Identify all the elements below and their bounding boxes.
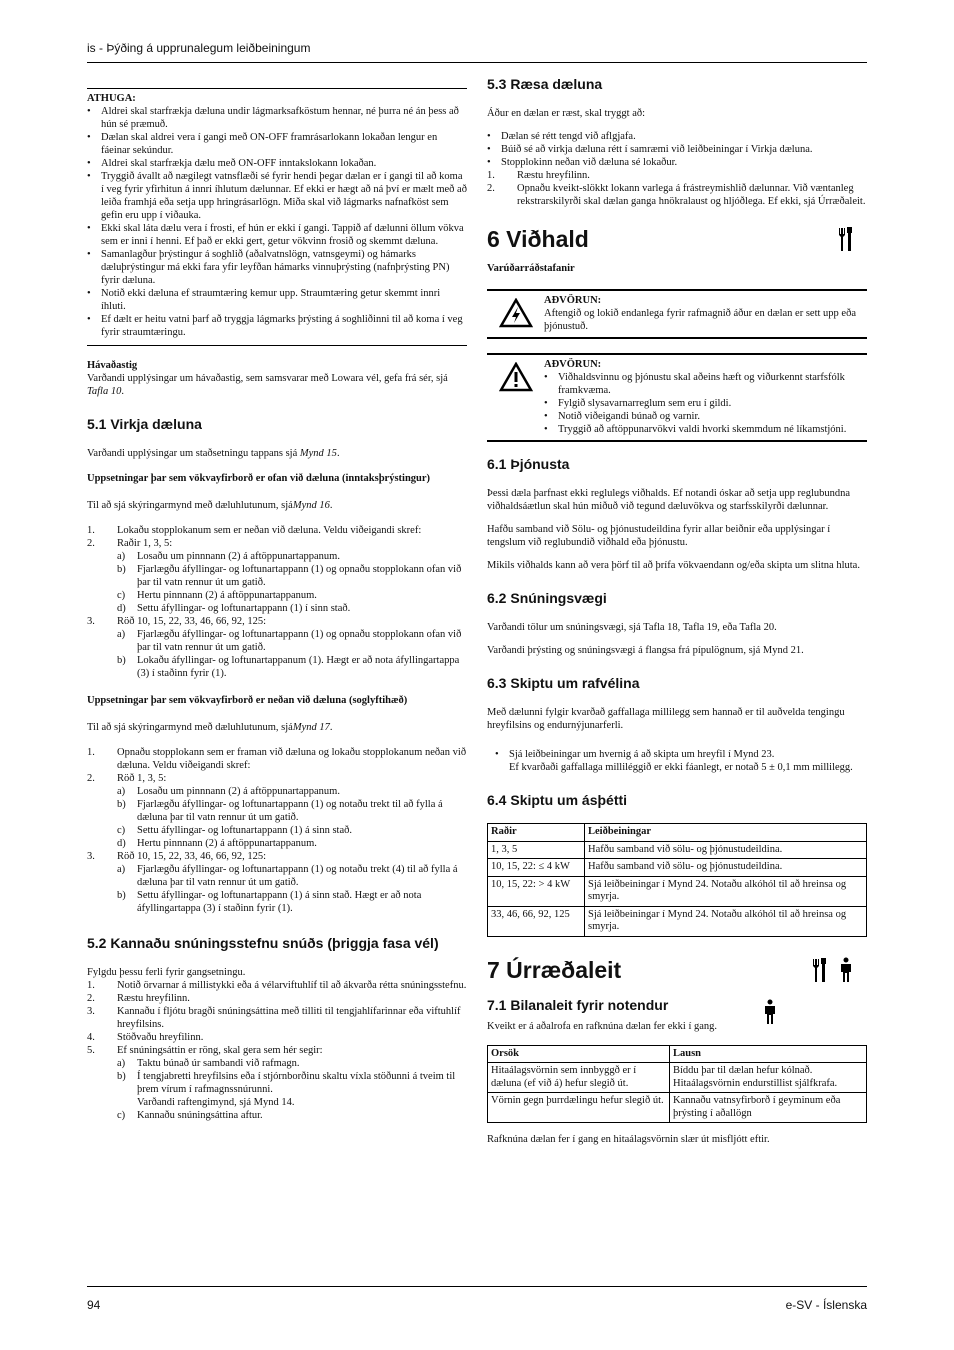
step-number: 3. [87,851,95,862]
notice-item: • Dælan skal aldrei vera í gangi með ON-OFF framrásarlokann lokaðan lengur en fáeinar sekúndur. [87,131,467,157]
table-row [488,1093,867,1123]
notice-top-rule [87,88,467,89]
section-7-1-title: 7.1 Bilanaleit fyrir notendur [487,996,669,1013]
sub-step [87,785,467,798]
step [87,772,467,785]
notice-item: • Notið ekki dæluna ef straumtæring kemur upp. Straumtæring getur skemmt innri íhluti. [87,287,467,313]
step [87,746,467,772]
tools-icon [837,226,853,252]
step-number: 4. [87,1032,95,1043]
s51-sub2-intro: Til að sjá skýringarmynd með dæluhlutunum, sjáMynd 17. [87,722,333,733]
header-rule [87,62,867,63]
table-row [488,906,867,936]
user-icon-small [763,999,777,1029]
warn1-text: Aftengið og lokið endanlega fyrir rafmagnið áður en dælan er sett upp eða þjónustuð. [544,308,856,332]
table-row [488,841,867,859]
step-text: Kannaðu í fljótu bragði snúningsáttina með tilliti til tengjahlífarinnar eða viftuhlíf hreyfilsins. [117,1006,461,1030]
step-text: Ræstu hreyfilinn. [517,170,590,181]
sub-step [87,550,467,563]
s51-sub2-title: Uppsetningar þar sem vökvayfirborð er neðan við dæluna (soglyftihæð) [87,695,408,706]
section-7-title: 7 Úrræðaleit [487,956,622,983]
step [87,850,467,863]
section-5-3-title: 5.3 Ræsa dæluna [487,76,603,92]
step-number: 2. [487,183,495,194]
warn2-list [544,371,867,436]
step [87,524,467,537]
step-text: Röð 10, 15, 22, 33, 46, 66, 92, 125: [117,851,267,862]
warn2-item: • Fylgið slysavarnarreglum sem eru í gildi. [544,397,867,410]
step [87,979,467,992]
sub-step [87,563,467,589]
footer-rule [87,1286,867,1287]
step-number: c) [117,590,126,601]
step-text: Fjarlægðu áfyllingar- og loftunartappann (1) og notaðu trekt til að fylla á dæluna þar til vatn rennur út um gatið. [137,799,443,823]
section-5-1-title: 5.1 Virkja dæluna [87,416,202,432]
sub-step [87,654,467,680]
notice-list [87,105,467,339]
step [87,992,467,1005]
step-number: 1. [87,747,95,758]
section-6-4-title: 6.4 Skiptu um ásþétti [487,792,628,808]
step-number: a) [117,786,126,797]
s53-bullets [487,130,867,169]
noise-ref-link[interactable]: Tafla 10 [87,386,122,397]
warn2-item: • Tryggið að aftöppunarvökvi valdi hvorki skemmdum né líkamstjóni. [544,423,867,436]
s51-sub1-intro: Til að sjá skýringarmynd með dæluhlutunum, sjáMynd 16. [87,500,333,511]
s61-p3: Mikils viðhalds kann að vera þörf til að þrífa vökvaendann og/eða skipta um slitna hluta. [487,560,860,571]
notice-item: • Ef dælt er heitu vatni þarf að tryggja lágmarks þrýsting á soghliðinni til að koma í veg fyrir straumtæringu. [87,313,467,339]
s62-p1: Varðandi tölur um snúningsvægi, sjá Tafla 18, Tafla 19, eða Tafla 20. [487,622,777,633]
sub-step [87,837,467,850]
step-text: Ræstu hreyfilinn. [117,993,190,1004]
table-cell: Hafðu samband við sölu- og þjónustudeildina. [585,859,867,877]
document-name: e-SV - Íslenska [785,1298,867,1312]
sub-step [87,628,467,654]
table-cell: 33, 46, 66, 92, 125 [488,906,585,936]
table-cell: 10, 15, 22: > 4 kW [488,876,585,906]
step-text: Losaðu um pinnnann (2) á aftöppunartappanum. [137,551,340,562]
step-text: Varðandi raftengimynd, sjá Mynd 14. [137,1097,295,1108]
step-number: 1. [87,980,95,991]
electric-hazard-icon [487,294,544,333]
s71-after: Rafknúna dælan fer í gang en hitaálagsvörnin slær út misfljótt eftir. [487,1134,770,1145]
s53-bullet: • Dælan sé rétt tengd við aflgjafa. [487,130,867,143]
sub-step [87,824,467,837]
step-text: Hertu pinnnann (2) á aftöppunartappanum. [137,590,317,601]
section-6-3-title: 6.3 Skiptu um rafvélina [487,675,640,691]
table-cell: Sjá leiðbeiningar í Mynd 24. Notaðu alkóhól til að hreinsa og smyrja. [585,906,867,936]
step-number: b) [117,890,126,901]
step-text: Hertu pinnnann (2) á aftöppunartappanum. [137,838,317,849]
table-cell: Bíddu þar til dælan hefur kólnað. Hitaálagsvörnin endurstillist sjálfkrafa. [670,1063,867,1093]
sub-step [87,1070,467,1096]
s63-list [487,748,867,774]
sub-step [87,602,467,615]
warning-icon [487,358,544,436]
step-text: Lokaðu stopplokanum sem er neðan við dæluna. Veldu viðeigandi skref: [117,525,422,536]
step [87,537,467,550]
noise-text: Varðandi upplýsingar um hávaðastig, sem samsvarar með Lowara vél, gefa frá sér, sjá Tafla 10. [87,373,448,397]
table-row [488,1063,867,1093]
s51-sub1-steps [87,524,467,680]
step-number: c) [117,1110,126,1121]
tools-person-icons [811,957,853,983]
tools-icon-2 [811,957,827,983]
step-text: Raðir 1, 3, 5: [117,538,173,549]
step-number: 3. [87,1006,95,1017]
warn1-title: AÐVÖRUN: [544,295,602,306]
step-number: b) [117,655,126,666]
left-column [87,76,467,1122]
step-number: 2. [87,538,95,549]
notice-item: • Samanlagður þrýstingur á soghlið (aðalvatnslögn, vatnsgeymi) og hámarks dæluþrýstingur má ekki fara yfir leyfðan hámarks vinnuþrýsting (nafnþrýsting PN) fyrir dæluna. [87,248,467,287]
s71-intro: Kveikt er á aðalrofa en rafknúna dælan fer ekki í gang. [487,1020,718,1032]
step [87,1044,467,1057]
s6-sub: Varúðarráðstafanir [487,263,575,274]
step [87,1031,467,1044]
step-number: b) [117,799,126,810]
sub-step [87,863,467,889]
sub-step [87,1057,467,1070]
step-number: b) [117,564,126,575]
table-header: Orsök [488,1045,670,1063]
sub-step [87,589,467,602]
notice-item: • Tryggið ávallt að nægilegt vatnsflæði sé fyrir hendi þegar dælan er í gangi til að koma í veg fyrir yfirhitun á innri íhlutum dælunnar. Ef ekki er hægt að ná því er mælt með að leiða framhjá eða setja upp hringrásarlögn. Miða skal við lágmarks nafnafköst sem gefin eru upp í viðauka. [87,170,467,222]
seal-table [487,823,867,937]
table-cell: Sjá leiðbeiningar í Mynd 24. Notaðu alkóhól til að hreinsa og smyrja. [585,876,867,906]
step-text: Röð 10, 15, 22, 33, 46, 66, 92, 125: [117,616,267,627]
table-cell: Vörnin gegn þurrdælingu hefur slegið út. [488,1093,670,1123]
notice-title: ATHUGA: [87,93,136,104]
table-row [488,859,867,877]
warn2-title: AÐVÖRUN: [544,359,602,370]
s52-intro: Fylgdu þessu ferli fyrir gangsetningu. [87,967,246,978]
s51-intro-ref-link[interactable]: Mynd 15 [299,448,337,459]
step-text: Í tengjabretti hreyfilsins eða í stjórnborðinu skaltu víxla stöðunni á tveim til þrem vírum í rafmagnssnúrunni. [137,1071,456,1095]
step-text: Fjarlægðu áfyllingar- og loftunartappann (1) og opnaðu stopplokann ofan við þar til vatn rennur út um gatið. [137,564,462,588]
step-number: a) [117,1058,126,1069]
s51-sub2-ref-link[interactable]: Mynd 17 [292,722,330,733]
step [87,615,467,628]
user-icon [839,957,853,983]
s53-intro: Áður en dælan er ræst, skal tryggt að: [487,108,646,119]
step-text: Settu áfyllingar- og loftunartappann (1) í sinn stað. [137,603,351,614]
step [87,1005,467,1031]
sub-step [87,1096,467,1109]
step-text: Settu áfyllingar- og loftunartappann (1) á sinn stað. [137,825,352,836]
step-number: b) [117,1071,126,1082]
step-text: Opnaðu kveikt-slökkt lokann varlega á frástreymishlið dælunnar. Við væntanleg rekstrarskilyrði skal dælan ganga hnökralaust og hljóðlega. Ef ekki, sjá Úrræðaleit. [517,183,866,207]
step-number: c) [117,825,126,836]
step-text: Fjarlægðu áfyllingar- og loftunartappann (1) og notaðu trekt (4) til að fylla á dæluna þar til vatn rennur út um gatið. [137,864,458,888]
s53-bullet: • Stopplokinn neðan við dæluna sé lokaður. [487,156,867,169]
notice-item: • Aldrei skal starfrækja dælu með ON-OFF inntakslokann lokaðan. [87,157,467,170]
step-number: d) [117,603,126,614]
s51-intro: Varðandi upplýsingar um staðsetningu tappans sjá Mynd 15. [87,448,340,459]
step-number: a) [117,551,126,562]
s51-sub1-title: Uppsetningar þar sem vökvayfirborð er ofan við dæluna (inntaksþrýstingur) [87,473,431,484]
step-number: 3. [87,616,95,627]
table-cell: Kannaðu vatnsyfirborð í geyminum eða þrýsting í aðallögn [670,1093,867,1123]
table-header: Lausn [670,1045,867,1063]
step-text: Lokaðu áfyllingar- og loftunartappanum (1). Hægt er að nota áfyllingartappa (3) í staðinn fyrir (1). [137,655,460,679]
table-cell: Hafðu samband við sölu- og þjónustudeildina. [585,841,867,859]
step-text: Settu áfyllingar- og loftunartappann (1) á sinn stað. Hægt er að nota áfyllingartappa (3) í staðinn fyrir (1). [137,890,422,914]
section-6-title: 6 Viðhald [487,226,589,252]
notice-item: • Aldrei skal starfrækja dæluna undir lágmarksafköstum hennar, né þurra né án þess að hún sé præmuð. [87,105,467,131]
warning-box-general [487,353,867,442]
table-header: Leiðbeiningar [585,824,867,842]
s53-steps [487,169,867,208]
warning-box-electric [487,289,867,339]
s63-bullet: • Sjá leiðbeiningar um hvernig á að skipta um hreyfil í Mynd 23. Ef kvarðaði gaffallaga milliléggið er ekki fáanlegt, er notað 5 ± 0,1 mm millilegg. [495,748,867,774]
s53-bullet: • Búið sé að virkja dæluna rétt í samræmi við leiðbeiningar í Virkja dæluna. [487,143,867,156]
right-column [487,76,867,1146]
warn2-item: • Notið viðeigandi búnað og varnir. [544,410,867,423]
step [487,169,867,182]
table-cell: Hitaálagsvörnin sem innbyggð er í dæluna (ef við á) hefur slegið út. [488,1063,670,1093]
s61-p1: Þessi dæla þarfnast ekki reglulegs viðhalds. Ef notandi óskar að setja upp reglubundna viðhaldsáætlun skal hún miðuð við tegund dæluvökva og starfsskilyrði dælunnar. [487,488,851,512]
sub-step [87,1109,467,1122]
step [487,182,867,208]
step-text: Kannaðu snúningsáttina aftur. [137,1110,263,1121]
step-text: Taktu búnað úr sambandi við rafmagn. [137,1058,300,1069]
table-row [488,876,867,906]
noise-title: Hávaðastig [87,360,138,371]
page-header: is - Þýðing á upprunalegum leiðbeiningum [87,41,311,55]
step-number [117,1096,137,1109]
s51-sub1-ref-link[interactable]: Mynd 16 [292,500,330,511]
step-text: Ef snúningsáttin er röng, skal gera sem hér segir: [117,1045,323,1056]
sub-step [87,889,467,915]
section-5-2-title: 5.2 Kannaðu snúningsstefnu snúðs (þriggja fasa vél) [87,935,439,951]
s51-sub2-steps [87,746,467,915]
step-text: Stöðvaðu hreyfilinn. [117,1032,204,1043]
table-cell: 10, 15, 22: ≤ 4 kW [488,859,585,877]
page-number: 94 [87,1298,101,1312]
section-6-1-title: 6.1 Þjónusta [487,456,570,472]
step-text: Opnaðu stopplokann sem er framan við dæluna og lokaðu stopplokanum neðan við dæluna. Veldu viðeigandi skref: [117,747,467,771]
step-number: a) [117,864,126,875]
step-number: a) [117,629,126,640]
step-number: 1. [487,170,495,181]
step-number: 1. [87,525,95,536]
step-number: 5. [87,1045,95,1056]
table-cell: 1, 3, 5 [488,841,585,859]
notice-item: • Ekki skal láta dælu vera í frosti, ef hún er ekki í gangi. Tappið af dælunni öllum vökva sem er inni í henni. Ef það er ekki gert, getur vökvinn frosið og skemmt dæluna. [87,222,467,248]
s52-steps [87,979,467,1122]
step-text: Losaðu um pinnnann (2) á aftöppunartappanum. [137,786,340,797]
troubleshoot-table [487,1045,867,1124]
warn2-item: • Viðhaldsvinnu og þjónustu skal aðeins hæft og viðurkennt starfsfólk framkvæma. [544,371,867,397]
step-number: 2. [87,993,95,1004]
section-6-2-title: 6.2 Snúningsvægi [487,590,607,606]
table-header: Raðir [488,824,585,842]
step-text: Röð 1, 3, 5: [117,773,167,784]
sub-step [87,798,467,824]
s61-p2: Hafðu samband við Sölu- og þjónustudeildina fyrir allar beiðnir eða upplýsingar í tengslum við reglubundið viðhald eða þjónustu. [487,524,831,548]
s62-p2: Varðandi þrýsting og snúningsvægi á flangsa frá pípulögnum, sjá Mynd 21. [487,645,804,656]
step-text: Notið örvarnar á millistykki eða á vélarviftuhlíf til að ákvarða rétta snúningsstefnu. [117,980,467,991]
step-number: d) [117,838,126,849]
s63-p1: Með dælunni fylgir kvarðað gaffallaga millilegg sem hannað er til auðvelda tengingu hreyfilsins og endurnýjunarferli. [487,707,845,731]
step-text: Fjarlægðu áfyllingar- og loftunartappann (1) og opnaðu stopplokann ofan við þar til vatn rennur út um gatið. [137,629,462,653]
step-number: 2. [87,773,95,784]
